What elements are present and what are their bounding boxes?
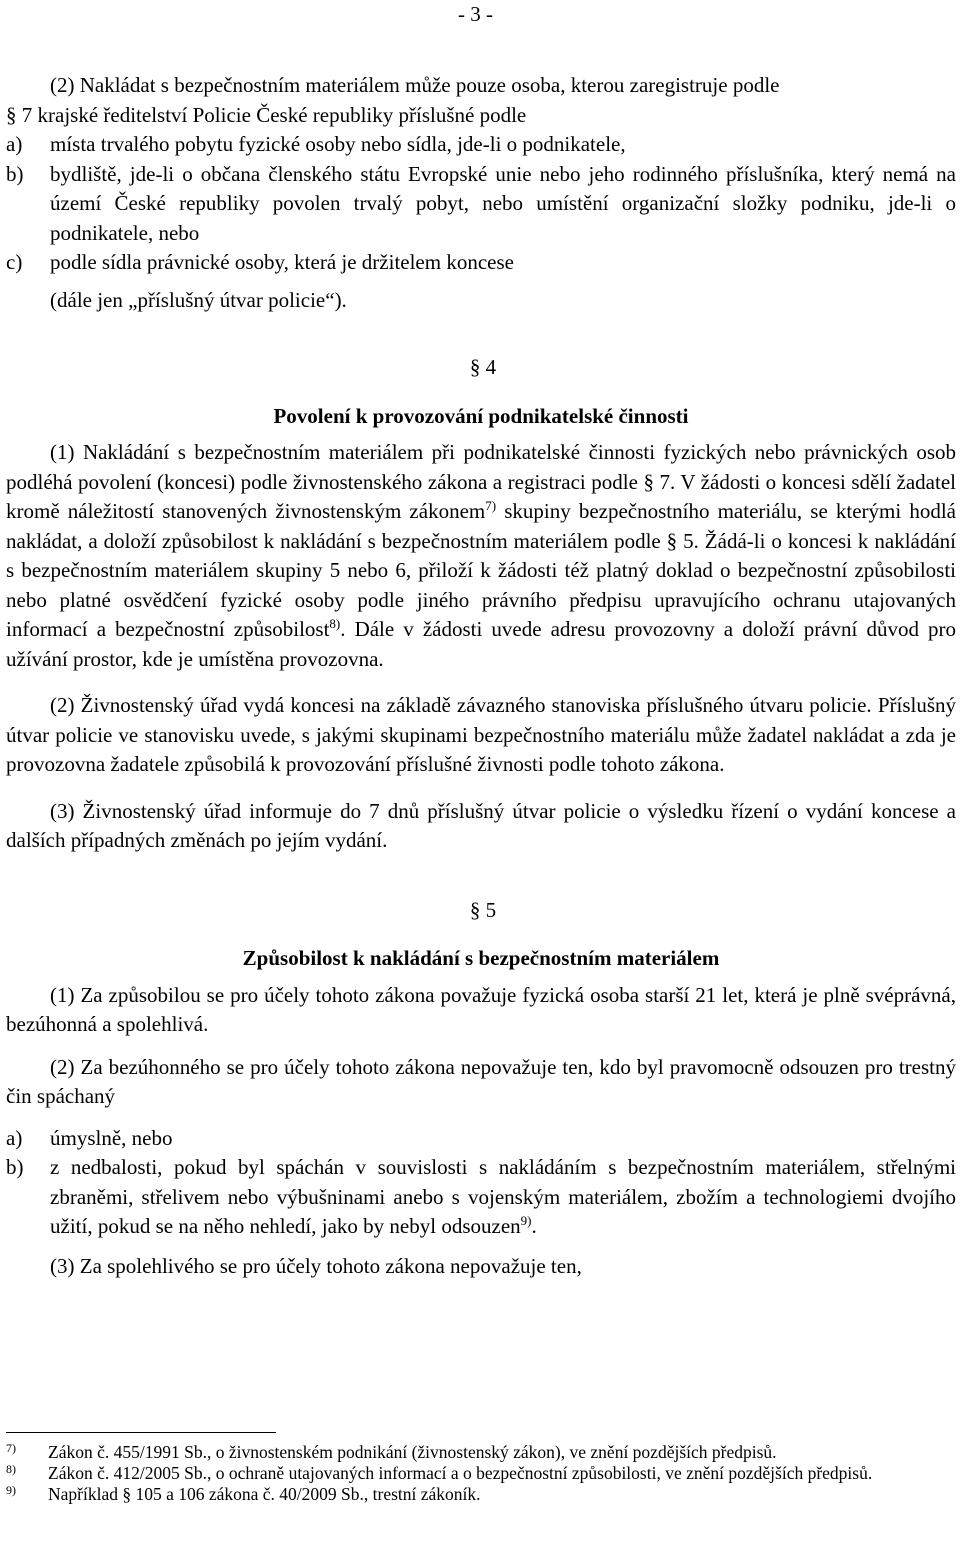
list-text: místa trvalého pobytu fyzické osoby nebo sídla, jde-li o podnikatele, xyxy=(50,132,626,156)
list-label: b) xyxy=(6,1155,24,1179)
list-item-b xyxy=(6,160,956,249)
section-5-paragraph-2: (2) Za bezúhonného se pro účely tohoto zákona nepovažuje ten, kdo byl pravomocně odsouzen pro trestný čin spáchaný xyxy=(6,1054,956,1108)
footnote-mark: 7) xyxy=(6,1441,16,1455)
list-label: a) xyxy=(6,132,23,156)
footnote-divider xyxy=(6,1432,276,1433)
list-item-a xyxy=(6,130,956,160)
footnote-text: Například § 105 a 106 zákona č. 40/2009 Sb., trestní zákoník. xyxy=(48,1484,481,1504)
section-4-paragraph-1: (1) Nakládání s bezpečnostním materiálem při podnikatelské činnosti fyzických nebo právnických osob podléhá povolení (koncesi) podle živnostenského zákona a registraci podle § 7. V žádosti o koncesi sdělí žadatel kromě náležitostí stanovených živnostenským zákonem$^{7)}$ skupiny bezpečnostního materiálu, se kterými hodlá nakládat, a doloží způsobilost k nakládání s bezpečnostním materiálem podle § 5. Žádá-li o koncesi k nakládání s bezpečnostním materiálem skupiny 5 nebo 6, přiloží k žádosti též platný doklad o bezpečnostní způsobilosti nebo platné osvědčení fyzické osoby podle jiného právního předpisu upravujícího ochranu utajovaných informací a bezpečnostní způsobilost$^{8)}$. Dále v žádosti uvede adresu provozovny a doloží právní důvod pro užívání prostor, kde je umístěna provozovna. xyxy=(6,440,956,671)
section-4-paragraph-2: (2) Živnostenský úřad vydá koncesi na základě závazného stanoviska příslušného útvaru policie. Příslušný útvar policie ve stanovisku uvede, s jakými skupinami bezpečnostního materiálu může žadatel nakládat a zda je provozovna žadatele způsobilá k provozování příslušné živnosti podle tohoto zákona. xyxy=(6,693,956,776)
list-label: a) xyxy=(6,1125,23,1150)
page-number: - 3 - xyxy=(458,2,493,26)
section-5-paragraph-3: (3) Za spolehlivého se pro účely tohoto zákona nepovažuje ten, xyxy=(50,1253,582,1278)
footnote-text: Zákon č. 412/2005 Sb., o ochraně utajovaných informací a o bezpečnostní způsobilosti, ve znění pozdějších předpisů. xyxy=(48,1463,873,1483)
paragraph-2-tail: (dále jen „příslušný útvar policie“). xyxy=(50,287,347,312)
section-4-title: Povolení k provozování podnikatelské činnosti xyxy=(273,403,689,428)
section-4-number: § 4 xyxy=(469,355,497,379)
footnote-mark: 9) xyxy=(6,1483,16,1497)
footnote-ref-7: 7) xyxy=(485,498,497,513)
list-item-b: b) z nedbalosti, pokud byl spáchán v souvislosti s nakládáním s bezpečnostním materiálem, střelnými zbraněmi, střelivem nebo výbušninami anebo s vojenským materiálem, zbožím a technologiemi dvojího užití, pokud se na něho nehledí, jako by nebyl odsouzen$^{9)}$. xyxy=(6,1155,956,1238)
section-5-title: Způsobilost k nakládání s bezpečnostním materiálem xyxy=(242,946,720,970)
document-body xyxy=(6,0,956,1281)
paragraph-2-intro-line1: (2) Nakládat s bezpečnostním materiálem může pouze osoba, kterou zaregistruje podle xyxy=(50,73,780,97)
footnote-mark: 8) xyxy=(6,1462,16,1476)
footnote-text: Zákon č. 455/1991 Sb., o živnostenském podnikání (živnostenský zákon), ve znění pozdějších předpisů. xyxy=(48,1442,777,1462)
list-label: c) xyxy=(6,250,23,274)
list-item-c xyxy=(6,248,956,278)
list-label: b) xyxy=(6,161,24,186)
footnote-7 xyxy=(6,1442,956,1463)
footnote-9 xyxy=(6,1484,956,1505)
list-text: podle sídla právnické osoby, která je držitelem koncese xyxy=(50,250,514,274)
paragraph-2-intro-line2: § 7 krajské ředitelství Policie České republiky příslušné podle xyxy=(6,102,527,127)
section-5-paragraph-1: (1) Za způsobilou se pro účely tohoto zákona považuje fyzická osoba starší 21 let, která je plně svéprávná, bezúhonná a spolehlivá. xyxy=(6,982,956,1036)
footnote-ref-9: 9) xyxy=(520,1213,532,1228)
list-text: úmyslně, nebo xyxy=(50,1125,173,1150)
footnotes xyxy=(6,1442,956,1505)
section-5-number: § 5 xyxy=(469,897,497,922)
list-item-a xyxy=(6,1124,956,1154)
footnote-ref-8: 8) xyxy=(329,616,341,631)
list-text: bydliště, jde-li o občana členského státu Evropské unie nebo jeho rodinného příslušníka, který nemá na území České republiky povolen trvalý pobyt, nebo umístění organizační složky podniku, jde-li o podnikatele, nebo xyxy=(50,161,956,245)
section-4-paragraph-3: (3) Živnostenský úřad informuje do 7 dnů příslušný útvar policie o výsledku řízení o vydání koncese a dalších případných změnách po jejím vydání. xyxy=(6,798,956,852)
footnote-8 xyxy=(6,1463,956,1484)
list-text: z nedbalosti, pokud byl spáchán v souvislosti s nakládáním s bezpečnostním materiálem, střelnými zbraněmi, střelivem nebo výbušninami anebo s vojenským materiálem, zbožím a technologiemi dvojího užití, pokud se na něho nehledí, jako by nebyl odsouzen xyxy=(50,1155,956,1238)
